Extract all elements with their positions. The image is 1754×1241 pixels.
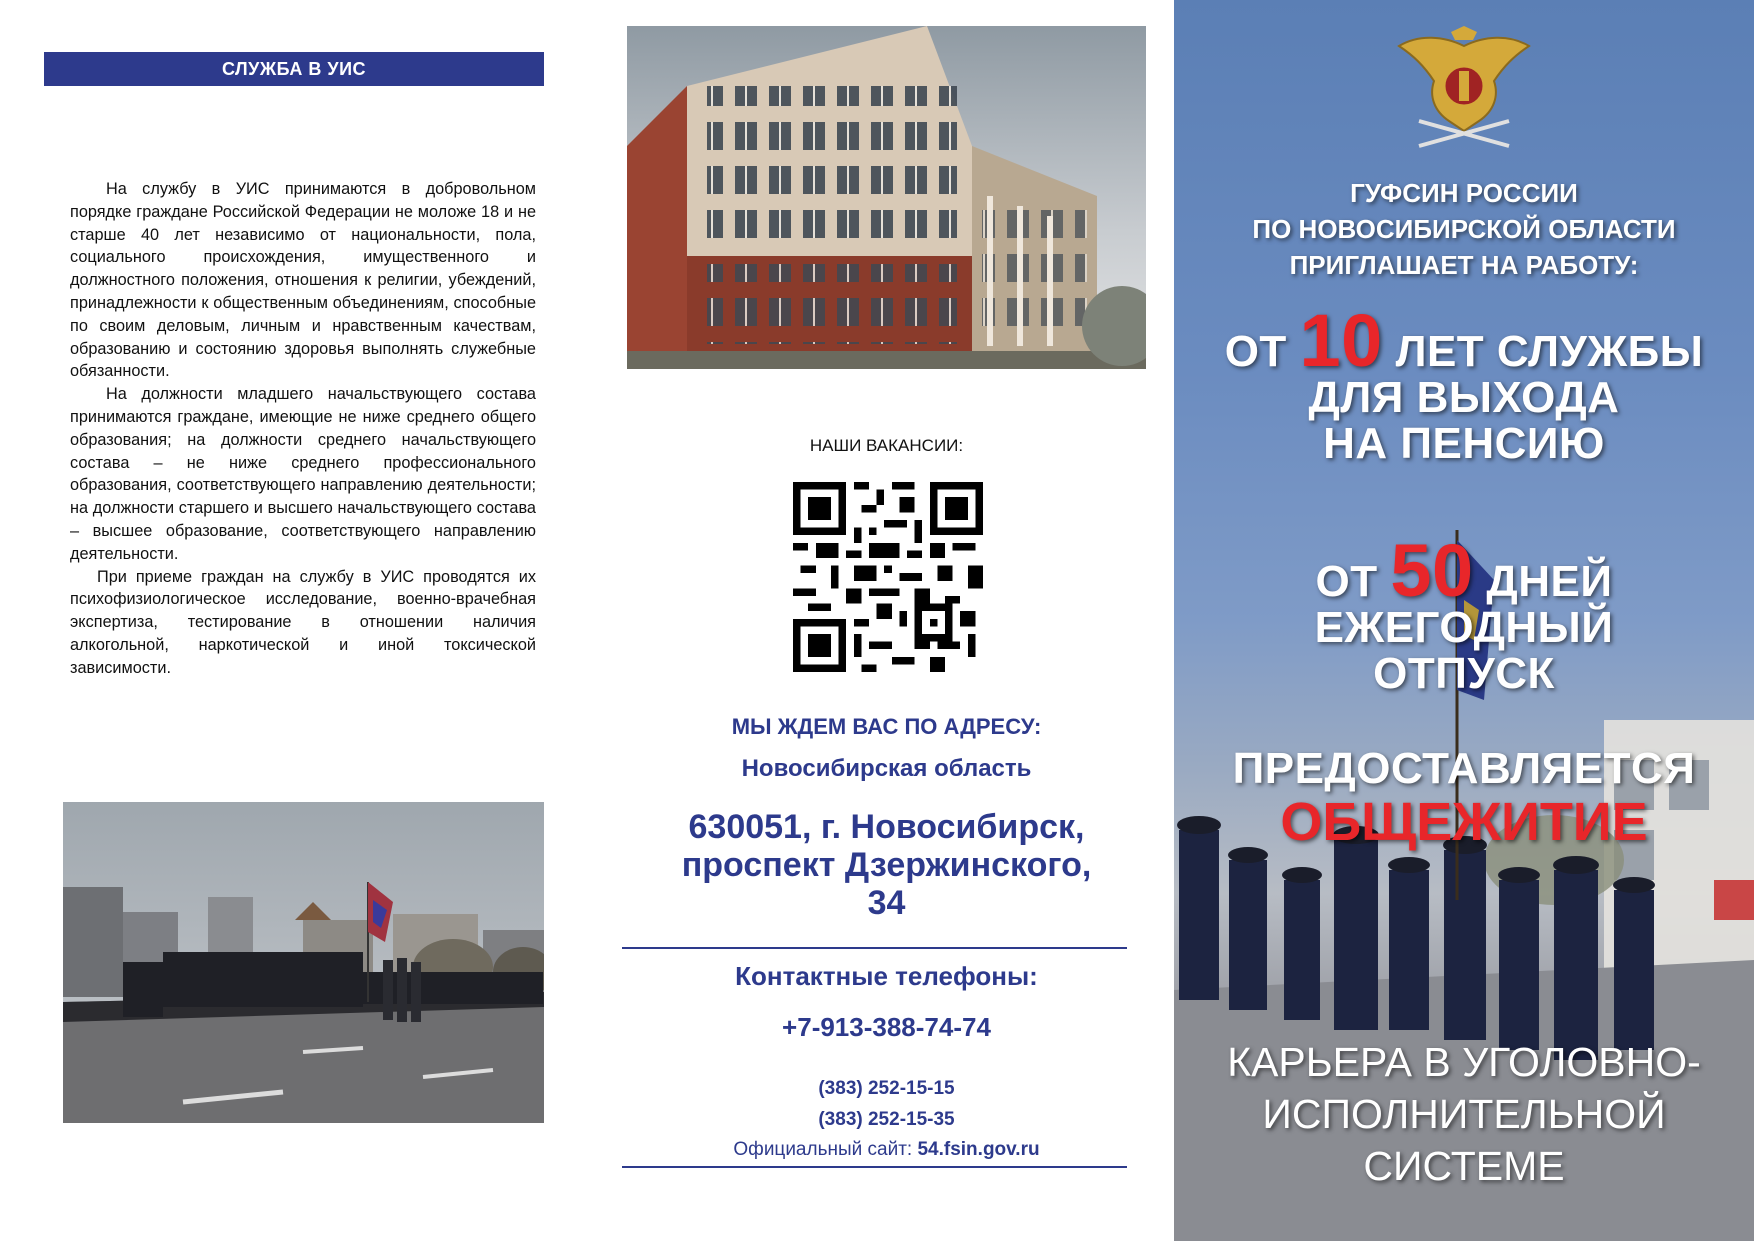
org-line-1: ГУФСИН РОССИИ (1350, 178, 1578, 208)
region-label: Новосибирская область (741, 755, 1032, 782)
pension-years: 10 (1299, 299, 1383, 382)
website-label: Официальный сайт: (733, 1139, 913, 1160)
divider (622, 1166, 1127, 1168)
housing-line-2: ОБЩЕЖИТИЕ (1280, 792, 1648, 852)
pension-benefit (1174, 299, 1754, 468)
fsin-emblem-icon (1389, 26, 1539, 156)
phone-alt-2[interactable]: (383) 252-15-35 (818, 1109, 955, 1130)
housing-line-1: ПРЕДОСТАВЛЯЕТСЯ (1232, 744, 1696, 793)
career-line-1: КАРЬЕРА В УГОЛОВНО- (1227, 1039, 1701, 1085)
contacts-heading: Контактные телефоны: (735, 961, 1038, 991)
phone-alt-1[interactable]: (383) 252-15-15 (818, 1078, 955, 1099)
address-line-street: проспект Дзержинского, (681, 846, 1092, 884)
cover-panel (1174, 0, 1754, 1241)
career-tagline (1174, 1036, 1754, 1192)
pension-line-3: НА ПЕНСИЮ (1323, 419, 1605, 468)
section-header: СЛУЖБА В УИС (44, 52, 544, 86)
vacation-days: 50 (1390, 529, 1474, 612)
divider (622, 947, 1127, 949)
vacation-suffix: ДНЕЙ (1486, 557, 1613, 606)
website-line (620, 1139, 1153, 1161)
vacation-prefix: ОТ (1315, 557, 1378, 606)
career-line-2: ИСПОЛНИТЕЛЬНОЙ (1262, 1091, 1666, 1137)
vacancies-label: НАШИ ВАКАНСИИ: (809, 436, 964, 455)
article-body (70, 178, 536, 680)
housing-benefit (1174, 746, 1754, 852)
pension-line-2: ДЛЯ ВЫХОДА (1308, 373, 1620, 422)
address-heading: МЫ ЖДЕМ ВАС ПО АДРЕСУ: (731, 714, 1042, 739)
paragraph-eligibility: На службу в УИС принимаются в добровольном порядке граждане Российской Федерации не моложе 18 и не старше 40 лет независимо от национальности, пола, социального происхождения, имущественного и должностного положения, отношения к религии, убеждений, принадлежности к общественным объединениям, способные по своим деловым, личным и нравственным качествам, образованию и состоянию здоровья выполнять служебные обязанности. (70, 180, 536, 381)
paragraph-education: На должности младшего начальствующего состава принимаются граждане, имеющие не ниже среднего общего образования; на должности среднего начальствующего состава – не ниже среднего профессионального образования, соответствующего направлению деятельности; на должности старшего и высшего начальствующего состава – высшее образование, соответствующего направлению деятельности. (70, 385, 536, 563)
paragraph-screening: При приеме граждан на службу в УИС проводятся их психофизиологическое исследование, военно-врачебная экспертиза, тестирование в отношении наличия алкогольной, наркотической и иной токсической зависимости. (70, 567, 536, 677)
pension-suffix: ЛЕТ СЛУЖБЫ (1395, 327, 1704, 376)
vacation-line-3: ОТПУСК (1373, 649, 1555, 698)
phone-main[interactable]: +7-913-388-74-74 (782, 1012, 991, 1042)
org-line-3: ПРИГЛАШАЕТ НА РАБОТУ: (1289, 250, 1639, 280)
building-photo (627, 26, 1146, 369)
org-name (1174, 175, 1754, 283)
vacation-benefit (1174, 529, 1754, 698)
org-line-2: ПО НОВОСИБИРСКОЙ ОБЛАСТИ (1252, 214, 1676, 244)
parade-photo (63, 802, 544, 1123)
vacation-line-2: ЕЖЕГОДНЫЙ (1314, 603, 1614, 652)
address-line-city: 630051, г. Новосибирск, (688, 808, 1085, 846)
pension-prefix: ОТ (1224, 327, 1287, 376)
website-link[interactable]: 54.fsin.gov.ru (917, 1139, 1040, 1160)
postal-address (620, 808, 1153, 922)
career-line-3: СИСТЕМЕ (1363, 1143, 1565, 1189)
address-line-number: 34 (867, 884, 906, 922)
vacancies-qr-code[interactable] (793, 482, 983, 672)
